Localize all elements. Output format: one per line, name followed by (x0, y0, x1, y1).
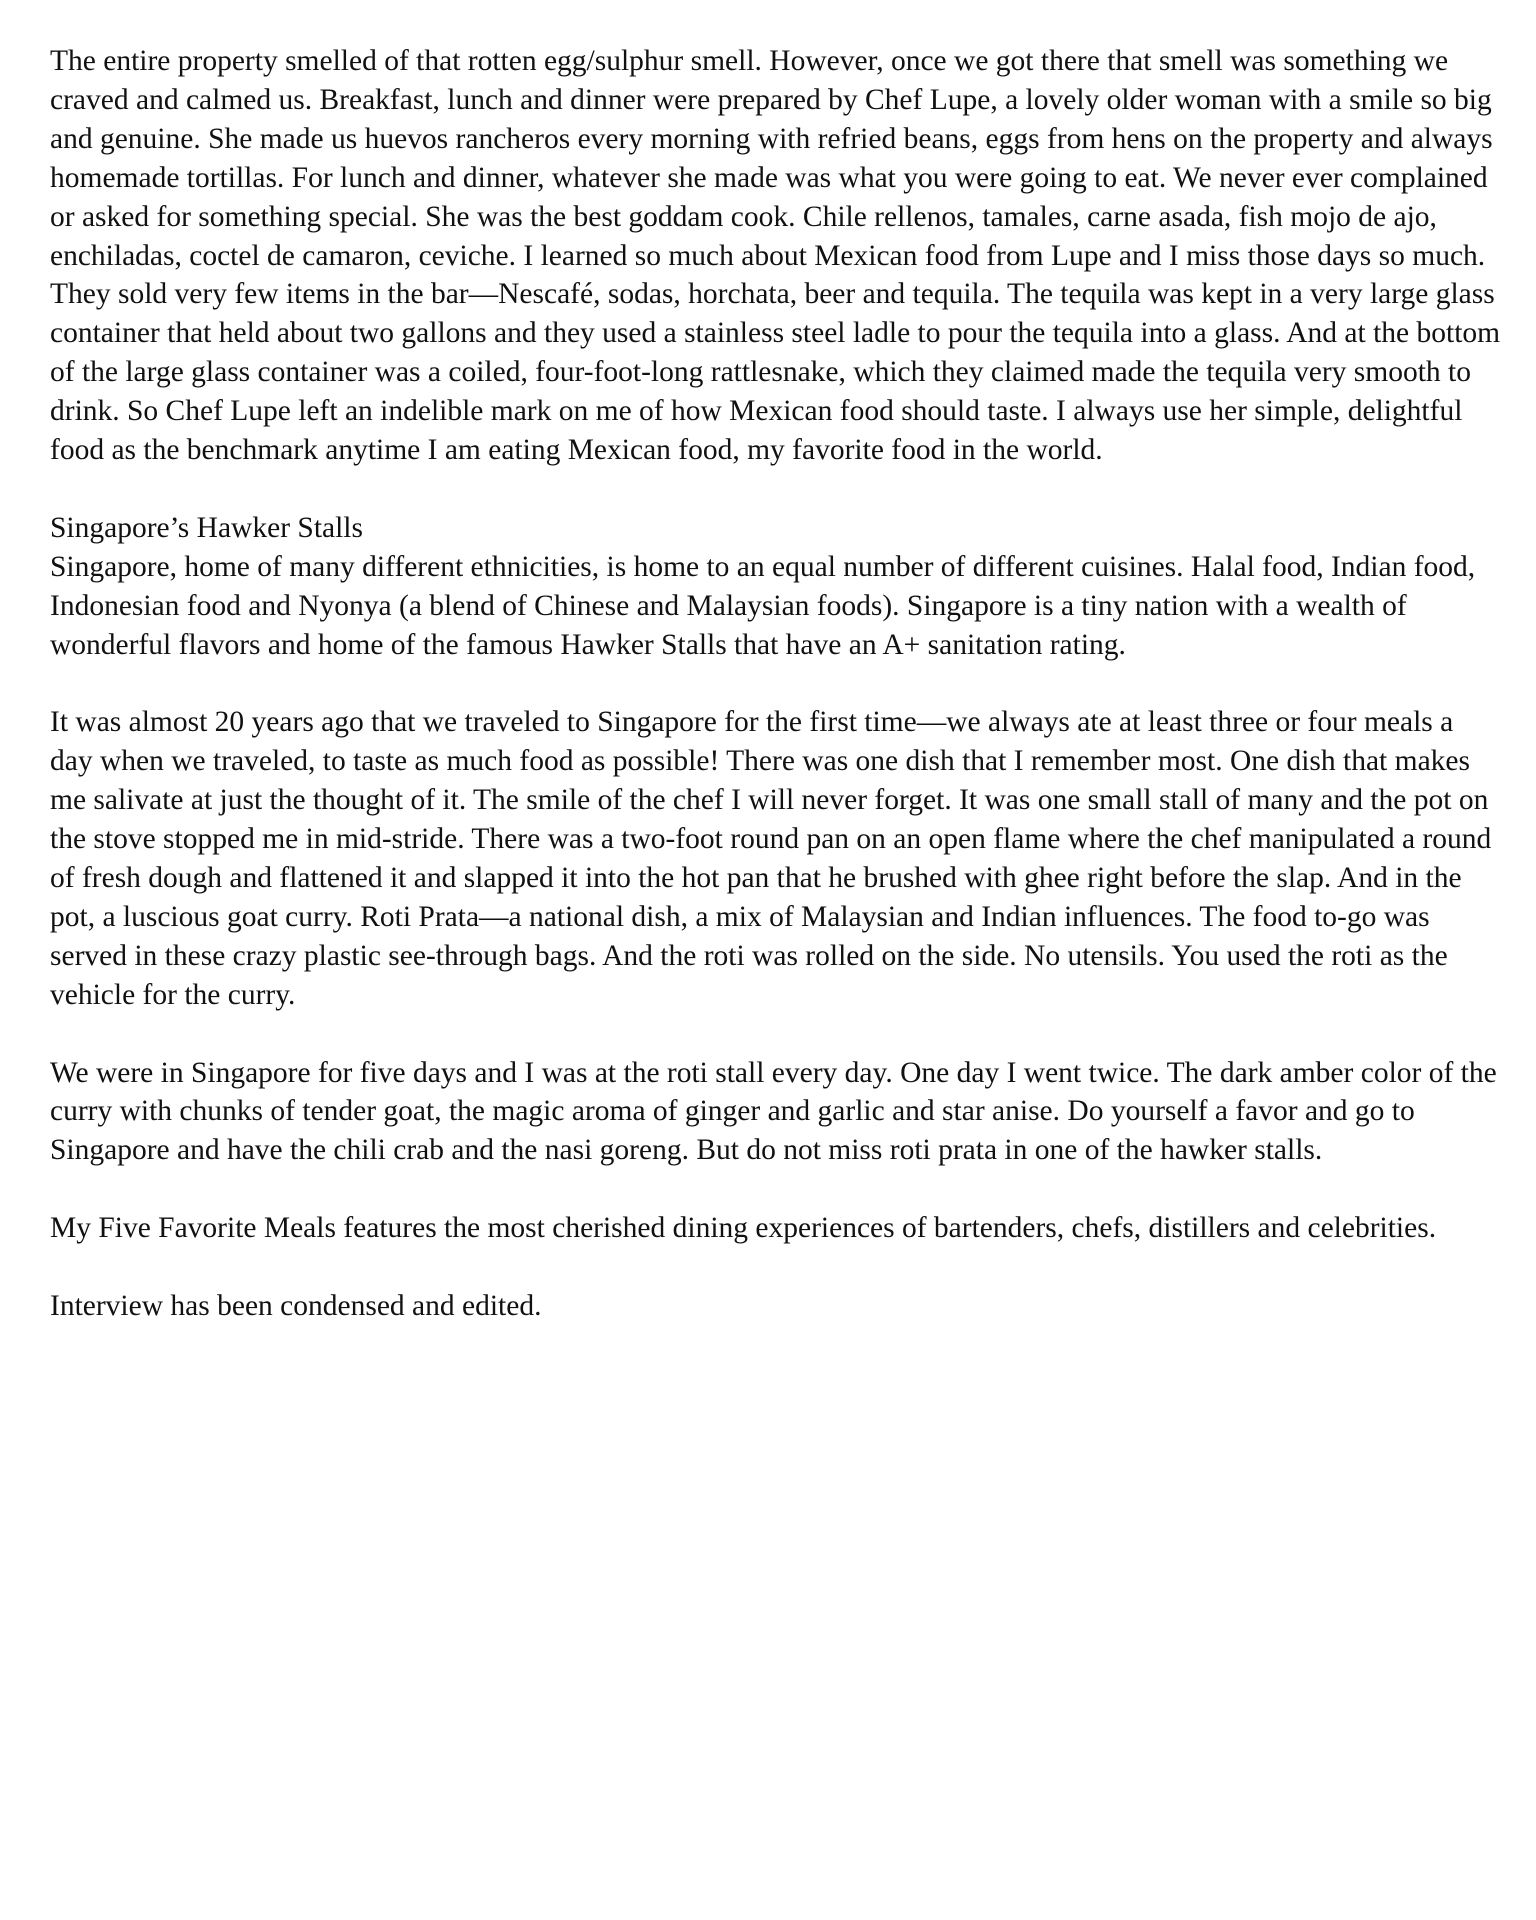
article-body (50, 42, 1502, 1365)
paragraph-chef-lupe: The entire property smelled of that rotten egg/sulphur smell. However, once we got there that smell was something we craved and calmed us. Breakfast, lunch and dinner were prepared by Chef Lupe, a lovely older woman with a smile so big and genuine. She made us huevos rancheros every morning with refried beans, eggs from hens on the property and always homemade tortillas. For lunch and dinner, whatever she made was what you were going to eat. We never ever complained or asked for something special. She was the best goddam cook. Chile rellenos, tamales, carne asada, fish mojo de ajo, enchiladas, coctel de camaron, ceviche. I learned so much about Mexican food from Lupe and I miss those days so much. They sold very few items in the bar—Nescafé, sodas, horchata, beer and tequila. The tequila was kept in a very large glass container that held about two gallons and they used a stainless steel ladle to pour the tequila into a glass. And at the bottom of the large glass container was a coiled, four-foot-long rattlesnake, which they claimed made the tequila very smooth to drink. So Chef Lupe left an indelible mark on me of how Mexican food should taste. I always use her simple, delightful food as the benchmark anytime I am eating Mexican food, my favorite food in the world. (50, 45, 1501, 467)
section-heading: Singapore’s Hawker Stalls (50, 511, 363, 544)
paragraph-series-note: My Five Favorite Meals features the most cherished dining experiences of bartenders, chefs, distillers and celebrities. (50, 1212, 1437, 1245)
paragraph-five-days: We were in Singapore for five days and I was at the roti stall every day. One day I went twice. The dark amber color of the curry with chunks of tender goat, the magic aroma of ginger and garlic and star anise. Do yourself a favor and go to Singapore and have the chili crab and the nasi goreng. But do not miss roti prata in one of the hawker stalls. (50, 1056, 1497, 1167)
paragraph-singapore-intro: Singapore, home of many different ethnicities, is home to an equal number of different cuisines. Halal food, Indian food, Indonesian food and Nyonya (a blend of Chinese and Malaysian foods). Singapore is a tiny nation with a wealth of wonderful flavors and home of the famous Hawker Stalls that have an A+ sanitation rating. (50, 550, 1476, 661)
paragraph-edit-note: Interview has been condensed and edited. (50, 1289, 542, 1322)
section-singapore (50, 509, 1502, 665)
paragraph-roti-stall: It was almost 20 years ago that we traveled to Singapore for the first time—we always ate at least three or four meals a day when we traveled, to taste as much food as possible! There was one dish that I remember most. One dish that makes me salivate at just the thought of it. The smile of the chef I will never forget. It was one small stall of many and the pot on the stove stopped me in mid-stride. There was a two-foot round pan on an open flame where the chef manipulated a round of fresh dough and flattened it and slapped it into the hot pan that he brushed with ghee right before the slap. And in the pot, a luscious goat curry. Roti Prata—a national dish, a mix of Malaysian and Indian influences. The food to-go was served in these crazy plastic see-through bags. And the roti was rolled on the side. No utensils. You used the roti as the vehicle for the curry. (50, 706, 1492, 1011)
